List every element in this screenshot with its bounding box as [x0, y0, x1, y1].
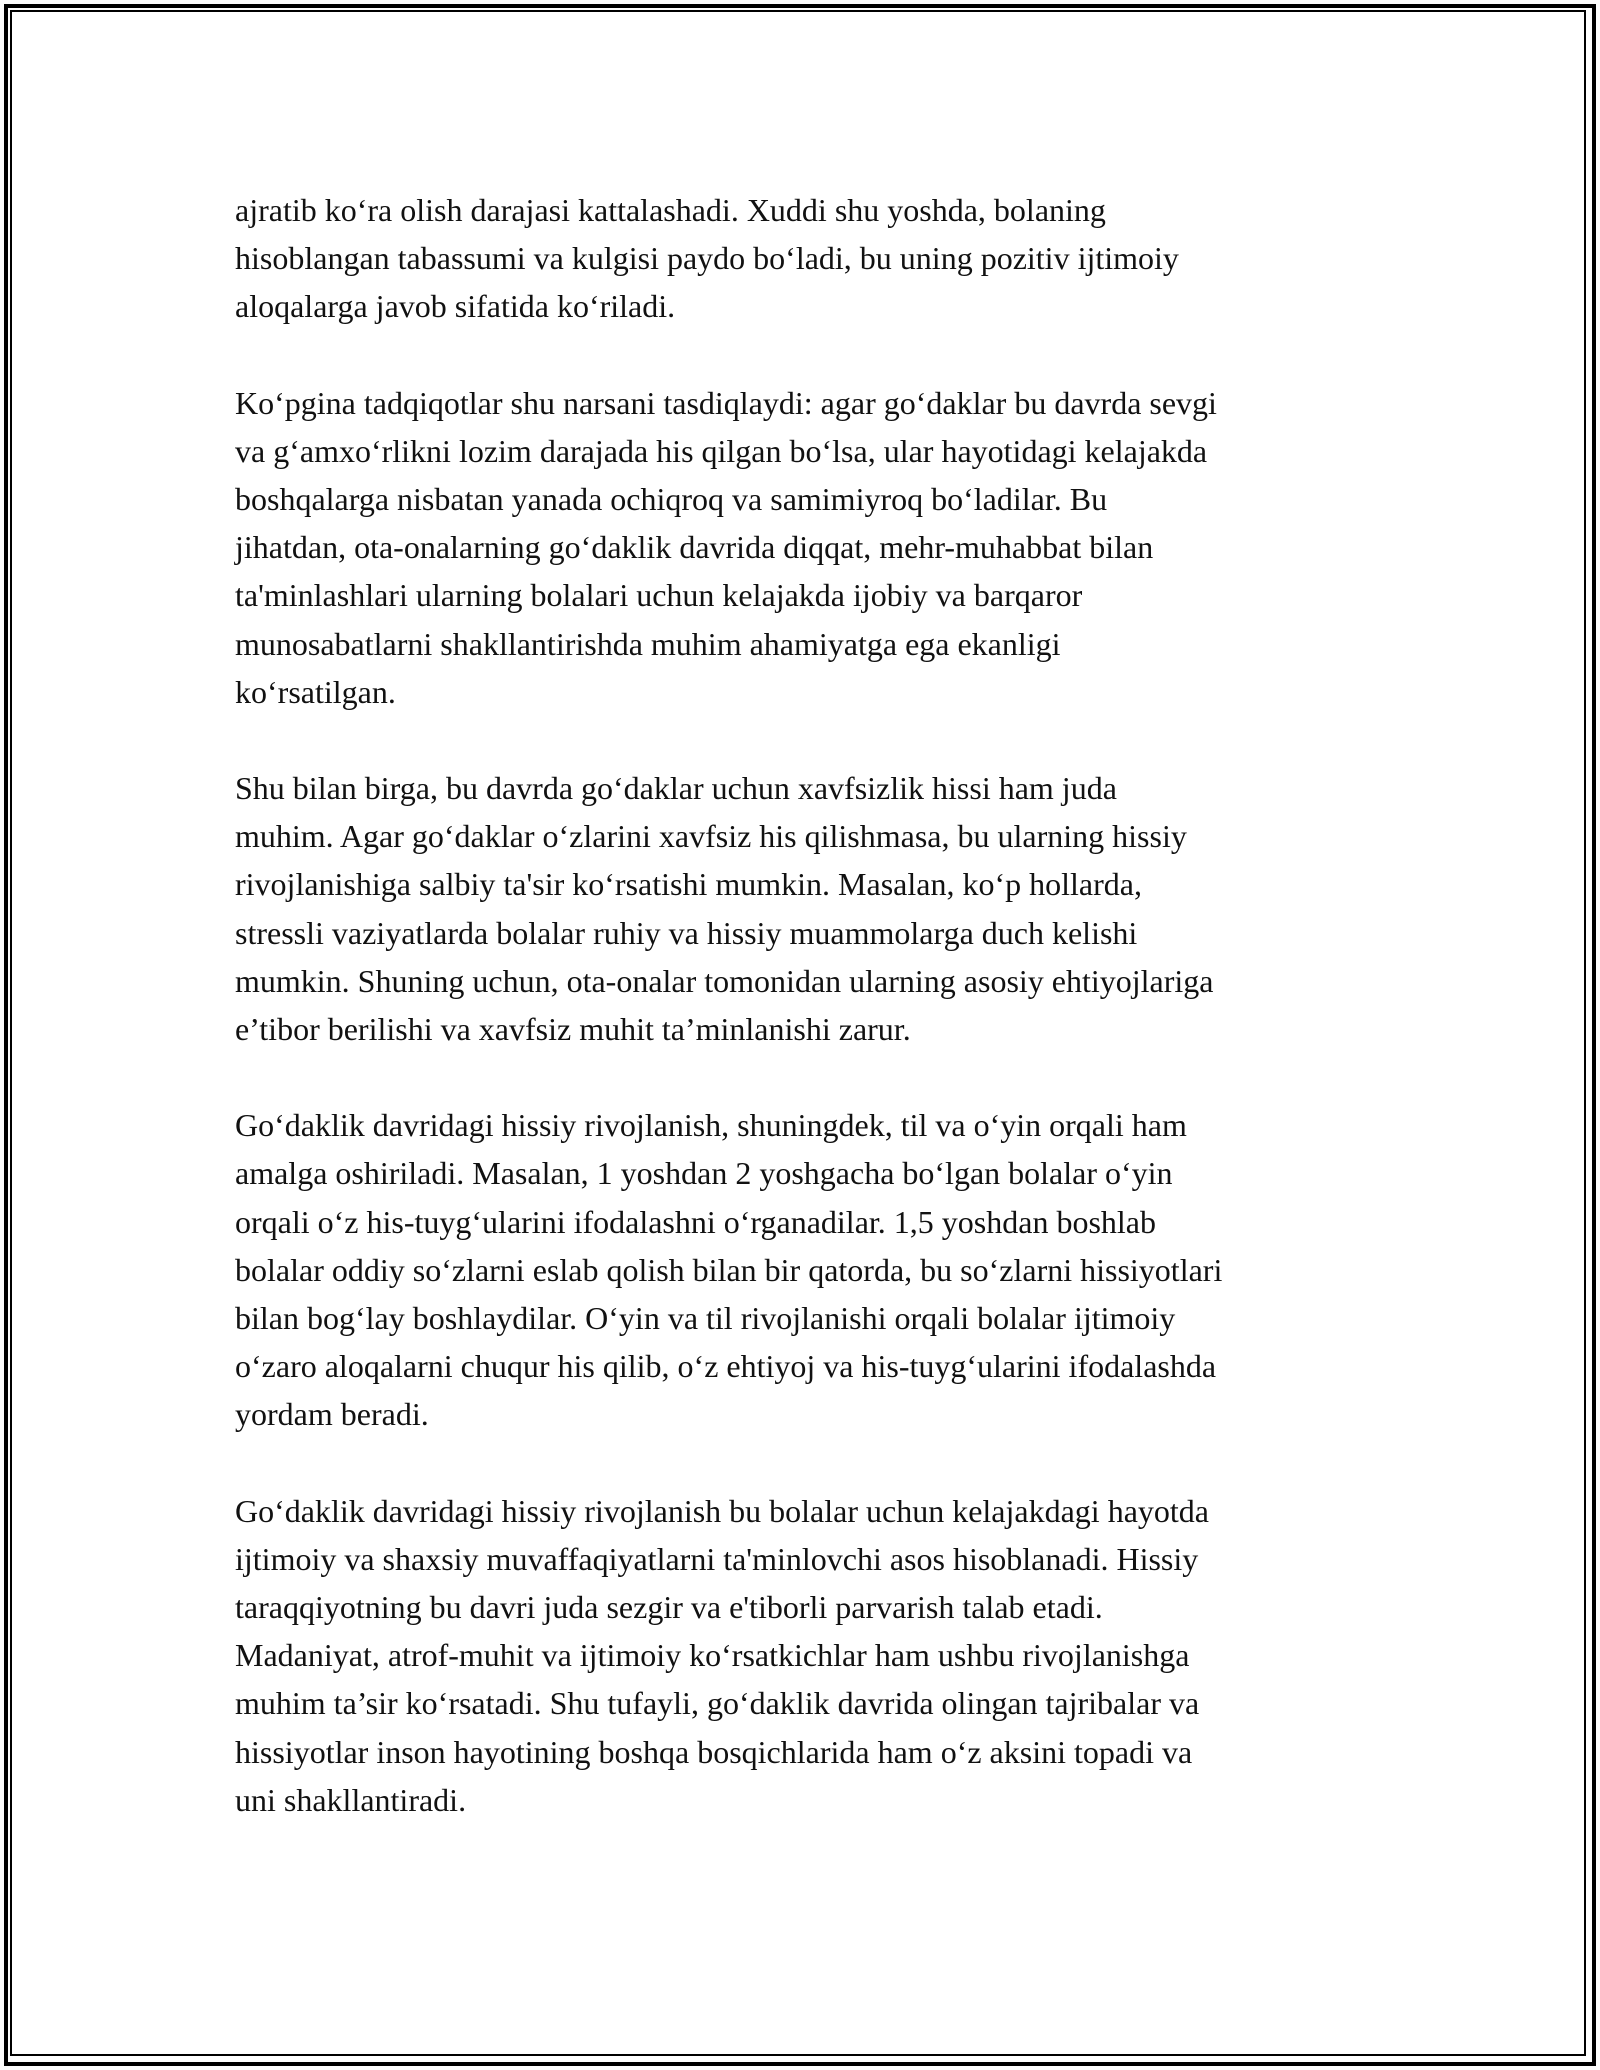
paragraph-5: [235, 1487, 1380, 1824]
text-line: stressli vaziyatlarda bolalar ruhiy va hissiy muammolarga duch kelishi: [235, 914, 1138, 951]
text-line: o‘zaro aloqalarni chuqur his qilib, o‘z ehtiyoj va his-tuyg‘ularini ifodalashda: [235, 1348, 1217, 1385]
text-line: muhim. Agar go‘daklar o‘zlarini xavfsiz his qilishmasa, bu ularning hissiy: [235, 818, 1187, 855]
text-line: bilan bog‘lay boshlaydilar. O‘yin va til rivojlanishi orqali bolalar ijtimoiy: [235, 1300, 1176, 1337]
text-line: Go‘daklik davridagi hissiy rivojlanish bu bolalar uchun kelajakdagi hayotda: [235, 1492, 1209, 1529]
text-line: ijtimoiy va shaxsiy muvaffaqiyatlarni ta'minlovchi asos hisoblanadi. Hissiy: [235, 1540, 1199, 1577]
text-line: e’tibor berilishi va xavfsiz muhit ta’minlanishi zarur.: [235, 1011, 911, 1048]
text-line: Ko‘pgina tadqiqotlar shu narsani tasdiqlaydi: agar go‘daklar bu davrda sevgi: [235, 384, 1217, 421]
text-line: va g‘amxo‘rlikni lozim darajada his qilgan bo‘lsa, ular hayotidagi kelajakda: [235, 432, 1208, 469]
text-line: amalga oshiriladi. Masalan, 1 yoshdan 2 yoshgacha bo‘lgan bolalar o‘yin: [235, 1155, 1173, 1192]
text-line: mumkin. Shuning uchun, ota-onalar tomonidan ularning asosiy ehtiyojlariga: [235, 962, 1214, 999]
text-line: Go‘daklik davridagi hissiy rivojlanish, shuningdek, til va o‘yin orqali ham: [235, 1107, 1187, 1144]
text-line: taraqqiyotning bu davri juda sezgir va e'tiborli parvarish talab etadi.: [235, 1589, 1103, 1626]
text-line: rivojlanishiga salbiy ta'sir ko‘rsatishi mumkin. Masalan, ko‘p hollarda,: [235, 866, 1142, 903]
text-line: ajratib ko‘ra olish darajasi kattalashadi. Xuddi shu yoshda, bolaning: [235, 192, 1106, 228]
text-line: hissiyotlar inson hayotining boshqa bosqichlarida ham o‘z aksini topadi va: [235, 1733, 1193, 1770]
paragraph-3: [235, 764, 1380, 1053]
text-line: yordam beradi.: [235, 1396, 429, 1433]
text-line: bolalar oddiy so‘zlarni eslab qolish bilan bir qatorda, bu so‘zlarni hissiyotlari: [235, 1251, 1223, 1288]
text-line: jihatdan, ota-onalarning go‘daklik davrida diqqat, mehr-muhabbat bilan: [235, 529, 1154, 566]
paragraph-4: [235, 1101, 1380, 1438]
text-line: munosabatlarni shakllantirishda muhim ahamiyatga ega ekanligi: [235, 625, 1061, 662]
text-line: aloqalarga javob sifatida ko‘riladi.: [235, 288, 676, 325]
text-line: hisoblangan tabassumi va kulgisi paydo bo‘ladi, bu uning pozitiv ijtimoiy: [235, 240, 1179, 277]
text-line: uni shakllantiradi.: [235, 1781, 467, 1818]
document-body: [235, 186, 1380, 1872]
paragraph-1: [235, 186, 1380, 331]
text-line: ta'minlashlari ularning bolalari uchun kelajakda ijobiy va barqaror: [235, 577, 1083, 614]
text-line: Shu bilan birga, bu davrda go‘daklar uchun xavfsizlik hissi ham juda: [235, 770, 1117, 807]
text-line: muhim ta’sir ko‘rsatadi. Shu tufayli, go‘daklik davrida olingan tajribalar va: [235, 1685, 1200, 1722]
text-line: ko‘rsatilgan.: [235, 673, 396, 710]
text-line: orqali o‘z his-tuyg‘ularini ifodalashni o‘rganadilar. 1,5 yoshdan boshlab: [235, 1203, 1156, 1240]
text-line: Madaniyat, atrof-muhit va ijtimoiy ko‘rsatkichlar ham ushbu rivojlanishga: [235, 1637, 1190, 1674]
paragraph-2: [235, 379, 1380, 716]
text-line: boshqalarga nisbatan yanada ochiqroq va samimiyroq bo‘ladilar. Bu: [235, 481, 1108, 518]
